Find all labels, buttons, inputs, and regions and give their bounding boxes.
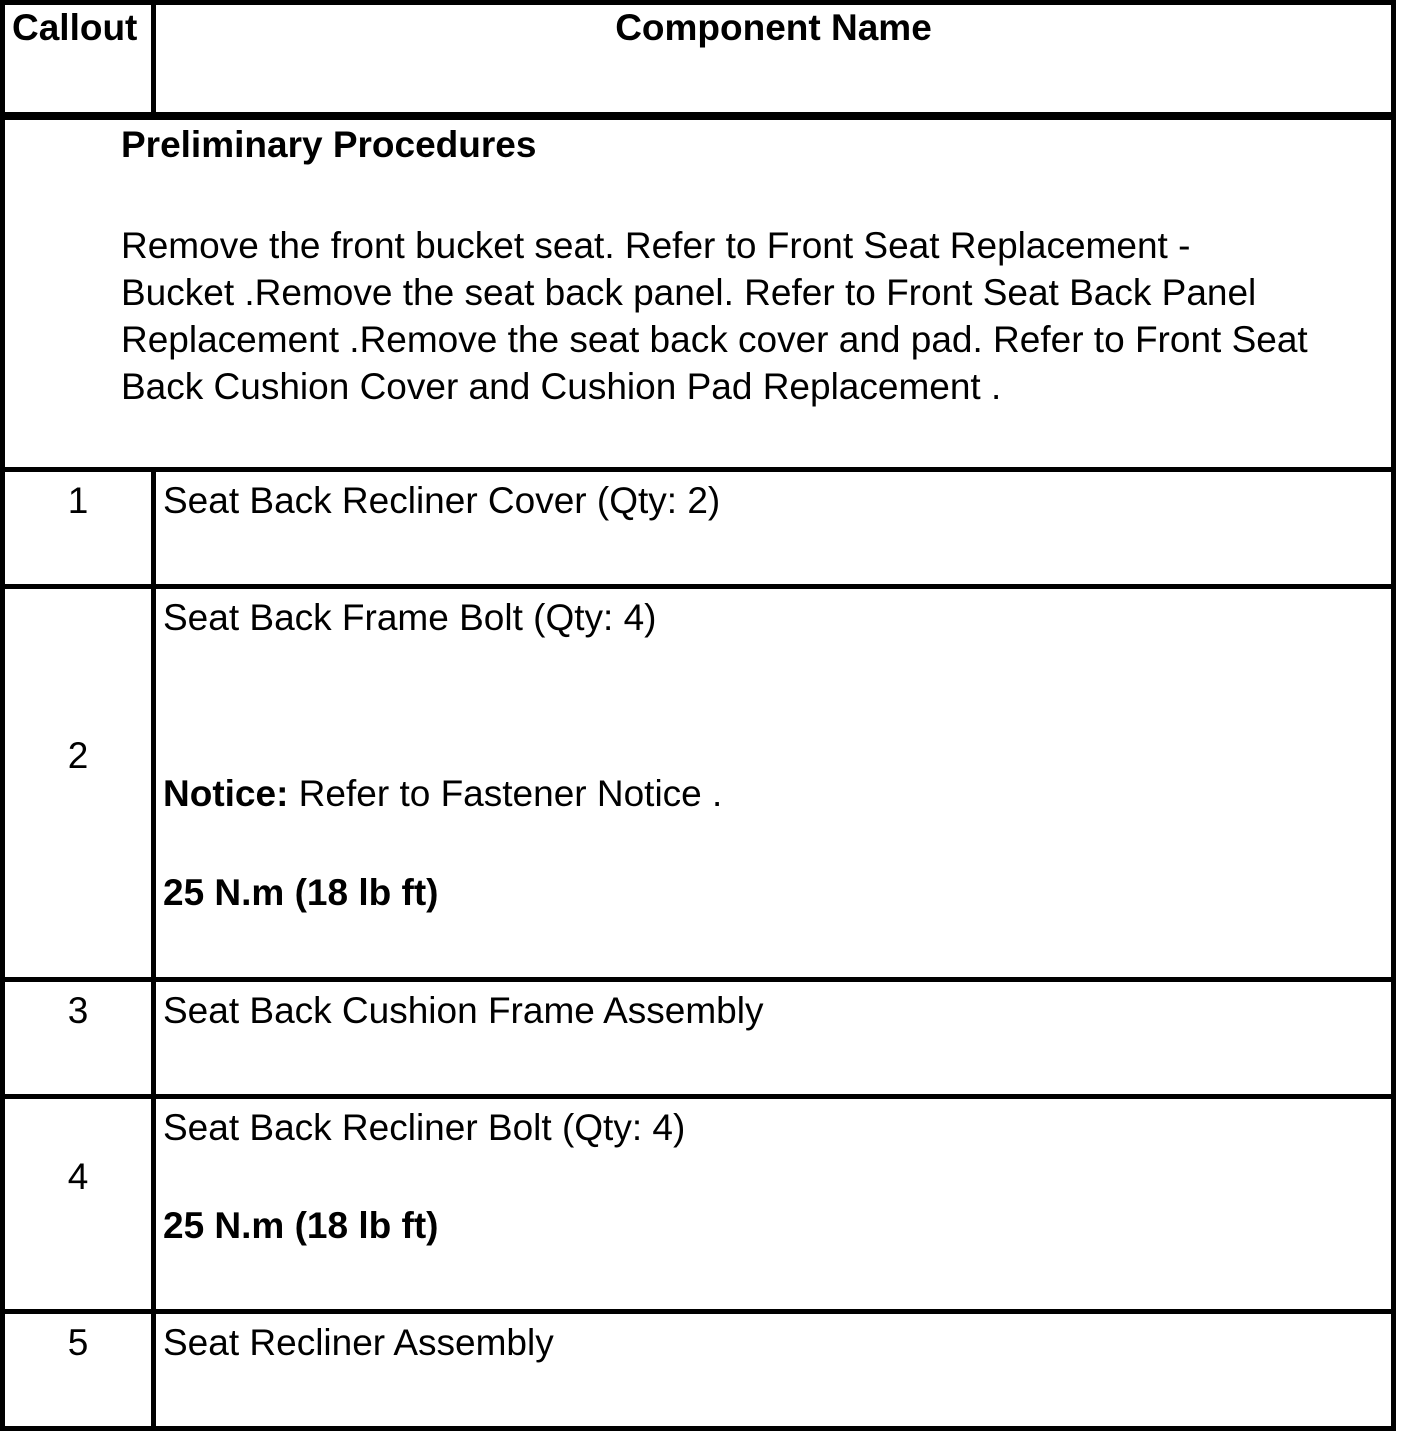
callout-number: 4 xyxy=(67,1156,89,1197)
torque-spec: 25 N.m (18 lb ft) xyxy=(163,1205,439,1246)
row-divider xyxy=(0,1309,1396,1314)
component-name: Seat Back Recliner Bolt (Qty: 4) xyxy=(163,1107,686,1148)
callout-number: 3 xyxy=(67,990,89,1031)
preliminary-text xyxy=(121,222,1381,410)
row-divider xyxy=(0,117,1396,120)
header-component-name: Component Name xyxy=(615,7,932,48)
component-name: Seat Recliner Assembly xyxy=(163,1322,554,1363)
preliminary-line: Remove the front bucket seat. Refer to Front Seat Replacement - xyxy=(121,225,1191,266)
preliminary-line: Replacement .Remove the seat back cover and pad. Refer to Front Seat xyxy=(121,319,1308,360)
callout-number: 2 xyxy=(67,735,89,776)
row-divider xyxy=(0,584,1396,589)
table-border-bottom xyxy=(0,1426,1396,1431)
table-border-left xyxy=(0,0,5,1431)
preliminary-title: Preliminary Procedures xyxy=(121,124,537,165)
torque-spec: 25 N.m (18 lb ft) xyxy=(163,872,439,913)
component-name: Seat Back Frame Bolt (Qty: 4) xyxy=(163,597,657,638)
row-divider xyxy=(0,977,1396,982)
row-divider xyxy=(0,467,1396,472)
notice-text: Refer to Fastener Notice . xyxy=(288,773,723,814)
header-callout: Callout xyxy=(12,7,138,48)
column-divider xyxy=(151,467,156,1431)
component-name: Seat Back Recliner Cover (Qty: 2) xyxy=(163,480,721,521)
callout-number: 5 xyxy=(67,1322,89,1363)
preliminary-line: Bucket .Remove the seat back panel. Refer to Front Seat Back Panel xyxy=(121,272,1257,313)
notice-label: Notice: xyxy=(163,773,289,814)
table-border-right xyxy=(1391,0,1396,1431)
preliminary-line: Back Cushion Cover and Cushion Pad Replacement . xyxy=(121,366,1002,407)
component-name: Seat Back Cushion Frame Assembly xyxy=(163,990,764,1031)
row-divider xyxy=(0,1094,1396,1099)
callout-number: 1 xyxy=(67,480,89,521)
notice-line xyxy=(163,770,722,817)
